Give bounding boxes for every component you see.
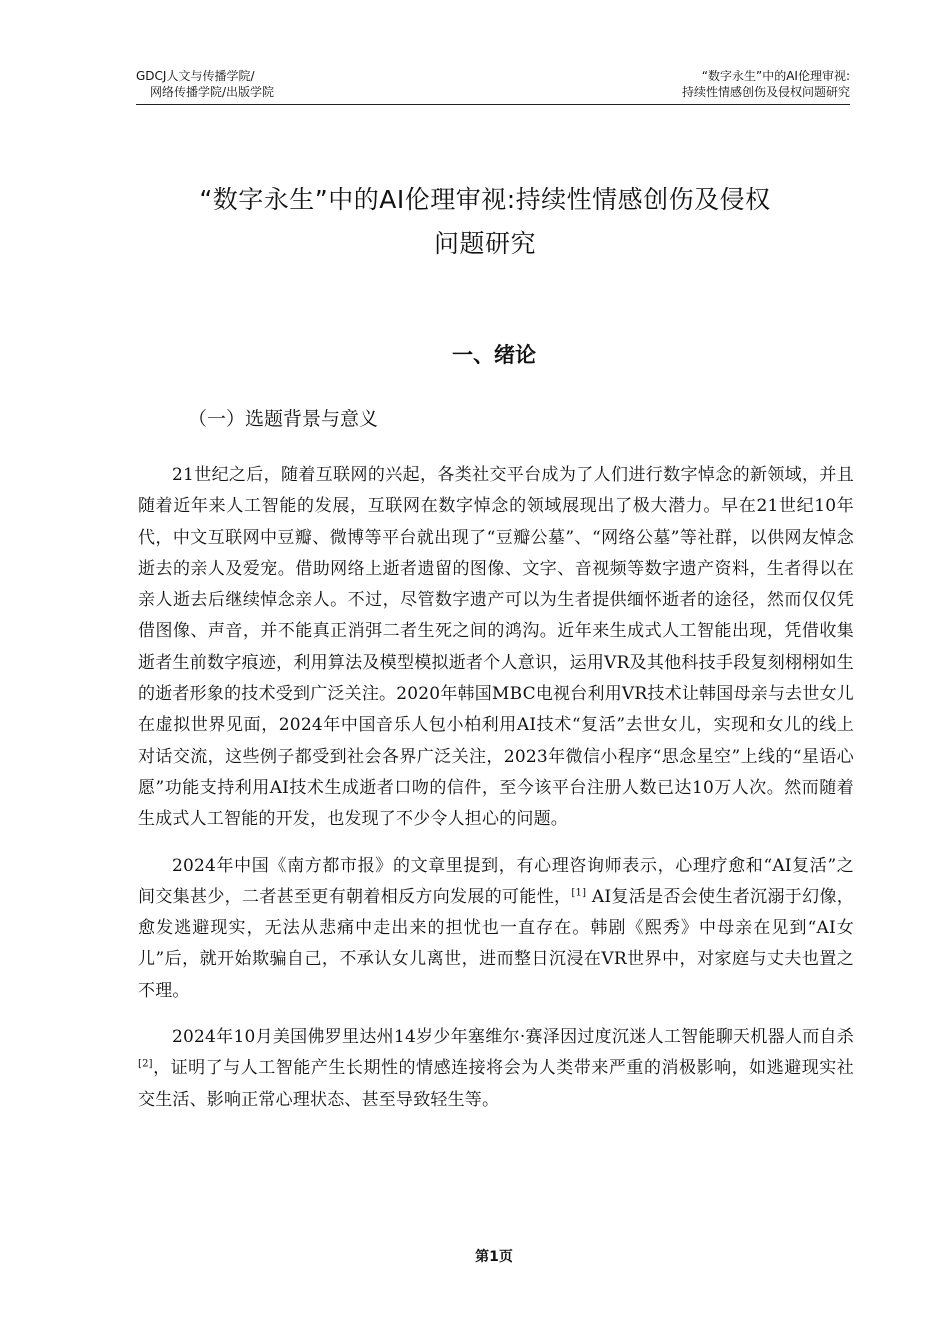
paragraph-3-part-b: ，证明了与人工智能产生长期性的情感连接将会为人类带来严重的消极影响，如逃避现实社交生活、影响正常心理状态、甚至导致轻生等。	[138, 1058, 854, 1110]
paragraph-2-part-b: AI复活是否会使生者沉溺于幻像，愈发逃避现实，无法从悲痛中走出来的担忧也一直存在。韩剧《熙秀》中母亲在见到“AI女儿”后，就开始欺骗自己，不承认女儿离世，进而整日沉浸在VR世界中，对家庭与丈夫也置之不理。	[138, 886, 855, 1001]
header-left-line2: 网络传播学院/出版学院	[150, 85, 275, 99]
paragraph-2	[138, 851, 854, 1007]
paper-title	[120, 178, 850, 266]
header-institution	[136, 68, 274, 100]
header-right-line2: 持续性情感创伤及侵权问题研究	[681, 85, 850, 99]
header-running-title	[682, 68, 850, 100]
section-heading: 一、绪论	[452, 343, 536, 367]
body-text	[138, 460, 854, 1131]
page-number: 第1页	[475, 1249, 513, 1265]
page-header	[136, 64, 850, 104]
header-divider	[136, 104, 850, 105]
paper-title-line2: 问题研究	[433, 229, 536, 258]
header-left-line1: GDCJ人文与传播学院/	[136, 69, 255, 83]
citation-ref-1[interactable]: [1]	[571, 887, 587, 899]
paper-title-line1: “数字永生”中的AI伦理审视:持续性情感创伤及侵权	[199, 185, 771, 214]
paragraph-3	[138, 1022, 854, 1116]
paragraph-3-part-a: 2024年10月美国佛罗里达州14岁少年塞维尔·赛泽因过度沉迷人工智能聊天机器人而自杀	[172, 1027, 854, 1048]
paragraph-1: 21世纪之后，随着互联网的兴起，各类社交平台成为了人们进行数字悼念的新领域，并且随着近年来人工智能的发展，互联网在数字悼念的领域展现出了极大潜力。早在21世纪10年代，中文互联网中豆瓣、微博等平台就出现了“豆瓣公墓”、“网络公墓”等社群，以供网友悼念逝去的亲人及爱宠。借助网络上逝者遗留的图像、文字、音视频等数字遗产资料，生者得以在亲人逝去后继续悼念亲人。不过，尽管数字遗产可以为生者提供缅怀逝者的途径，然而仅仅凭借图像、声音，并不能真正消弭二者生死之间的鸿沟。近年来生成式人工智能出现，凭借收集逝者生前数字痕迹，利用算法及模型模拟逝者个人意识，运用VR及其他科技手段复刻栩栩如生的逝者形象的技术受到广泛关注。2020年韩国MBC电视台利用VR技术让韩国母亲与去世女儿在虚拟世界见面，2024年中国音乐人包小柏利用AI技术“复活”去世女儿，实现和女儿的线上对话交流，这些例子都受到社会各界广泛关注，2023年微信小程序“思念星空”上线的“星语心愿”功能支持利用AI技术生成逝者口吻的信件，至今该平台注册人数已达10万人次。然而随着生成式人工智能的开发，也发现了不少令人担心的问题。	[138, 465, 854, 830]
paragraph-2-part-a: 2024年中国《南方都市报》的文章里提到，有心理咨询师表示，心理疗愈和“AI复活”之间交集甚少，二者甚至更有朝着相反方向发展的可能性，	[138, 855, 854, 907]
header-right-line1: “数字永生”中的AI伦理审视:	[701, 69, 850, 83]
subsection-heading: （一）选题背景与意义	[188, 408, 379, 430]
citation-ref-2[interactable]: [2]	[138, 1058, 153, 1070]
